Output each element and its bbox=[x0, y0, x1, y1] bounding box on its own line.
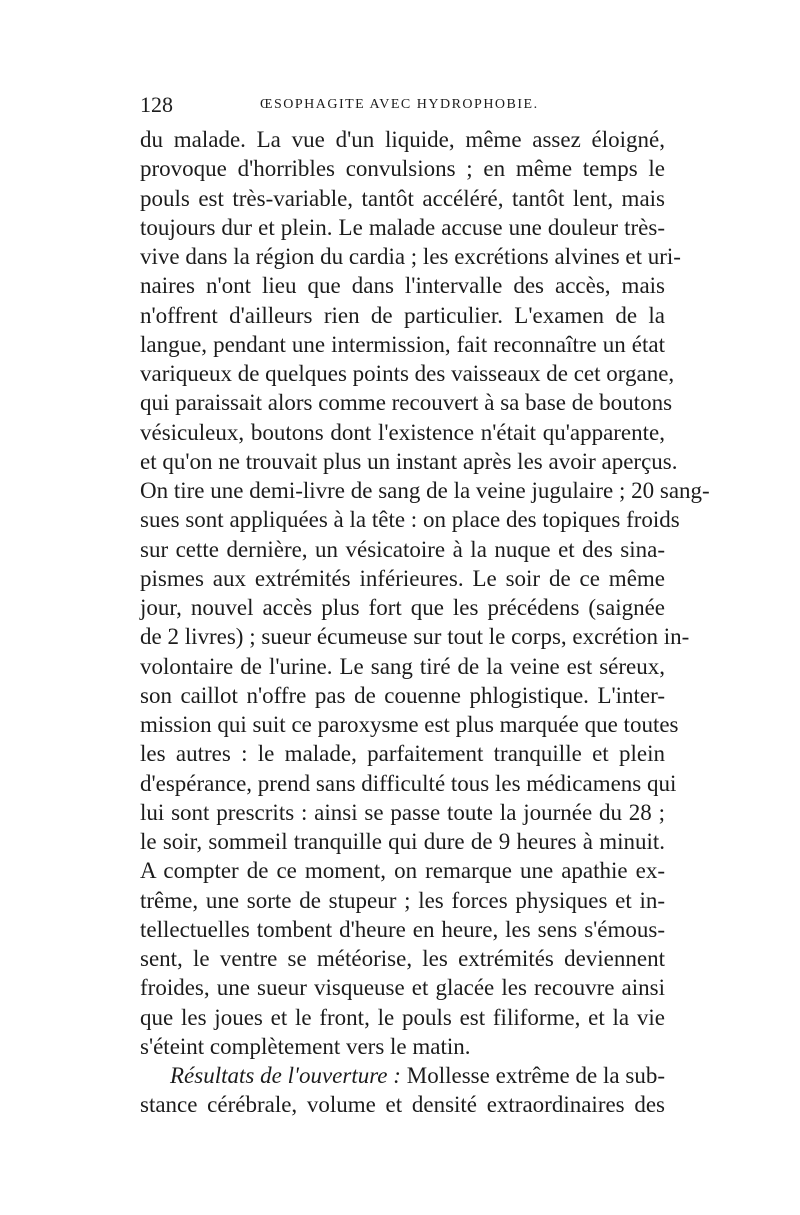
text-line: d'espérance, prend sans difficulté tous les médicamens qui bbox=[140, 770, 677, 796]
text-line: volontaire de l'urine. Le sang tiré de la veine est séreux, bbox=[140, 653, 665, 679]
text-line: pouls est très-variable, tantôt accéléré, tantôt lent, mais bbox=[140, 185, 665, 211]
text-line: toujours dur et plein. Le malade accuse une douleur très- bbox=[140, 214, 665, 240]
text-line: provoque d'horribles convulsions ; en même temps le bbox=[140, 156, 665, 182]
page-number: 128 bbox=[140, 92, 173, 117]
text-line: son caillot n'offre pas de couenne phlogistique. L'inter- bbox=[140, 682, 665, 708]
text-line: et qu'on ne trouvait plus un instant après les avoir aperçus. bbox=[140, 448, 678, 474]
text-line: pismes aux extrémités inférieures. Le soir de ce même bbox=[140, 565, 665, 591]
text-line: n'offrent d'ailleurs rien de particulier. L'examen de la bbox=[140, 302, 665, 328]
text-line: qui paraissait alors comme recouvert à sa base de boutons bbox=[140, 390, 673, 416]
text-line: s'éteint complètement vers le matin. bbox=[140, 1033, 471, 1059]
text-line: trême, une sorte de stupeur ; les forces physiques et in- bbox=[140, 887, 665, 913]
text-line: sues sont appliquées à la tête : on place des topiques froids bbox=[140, 507, 680, 533]
text-line: variqueux de quelques points des vaisseaux de cet organe, bbox=[140, 361, 675, 386]
page-body bbox=[140, 125, 710, 1120]
text-line: le soir, sommeil tranquille qui dure de 9 heures à minuit. bbox=[140, 829, 665, 854]
text-line-rest: Mollesse extrême de la sub- bbox=[406, 1063, 666, 1088]
text-line: du malade. La vue d'un liquide, même assez éloigné, bbox=[140, 127, 665, 152]
text-line: vésiculeux, boutons dont l'existence n'était qu'apparente, bbox=[140, 419, 665, 445]
text-line: froides, une sueur visqueuse et glacée les recouvre ainsi bbox=[140, 975, 665, 1001]
text-line: que les joues et le front, le pouls est filiforme, et la vie bbox=[140, 1004, 665, 1030]
text-line: mission qui suit ce paroxysme est plus marquée que toutes bbox=[140, 712, 679, 737]
text-line: jour, nouvel accès plus fort que les précédens (saignée bbox=[140, 595, 665, 620]
text-line: naires n'ont lieu que dans l'intervalle des accès, mais bbox=[140, 273, 665, 299]
text-line: sur cette dernière, un vésicatoire à la nuque et des sina- bbox=[140, 536, 665, 562]
paragraph-results bbox=[140, 1061, 665, 1090]
text-line: sent, le ventre se météorise, les extrémités deviennent bbox=[140, 946, 665, 971]
text-line: les autres : le malade, parfaitement tranquille et plein bbox=[140, 741, 665, 767]
text-line: A compter de ce moment, on remarque une apathie ex- bbox=[140, 858, 665, 884]
text-line: stance cérébrale, volume et densité extraordinaires des bbox=[140, 1092, 665, 1118]
section-heading: Résultats de l'ouverture : bbox=[170, 1063, 401, 1088]
text-line: On tire une demi-livre de sang de la veine jugulaire ; 20 sang- bbox=[140, 478, 710, 503]
text-line: lui sont prescrits : ainsi se passe toute la journée du 28 ; bbox=[140, 799, 665, 825]
text-line: tellectuelles tombent d'heure en heure, les sens s'émous- bbox=[140, 916, 665, 942]
text-line: vive dans la région du cardia ; les excrétions alvines et uri- bbox=[140, 244, 681, 269]
text-line: langue, pendant une intermission, fait reconnaître un état bbox=[140, 331, 665, 357]
running-title: ŒSOPHAGITE AVEC HYDROPHOBIE. bbox=[260, 97, 539, 112]
text-line: de 2 livres) ; sueur écumeuse sur tout le corps, excrétion in- bbox=[140, 624, 690, 650]
page-header bbox=[140, 92, 670, 120]
